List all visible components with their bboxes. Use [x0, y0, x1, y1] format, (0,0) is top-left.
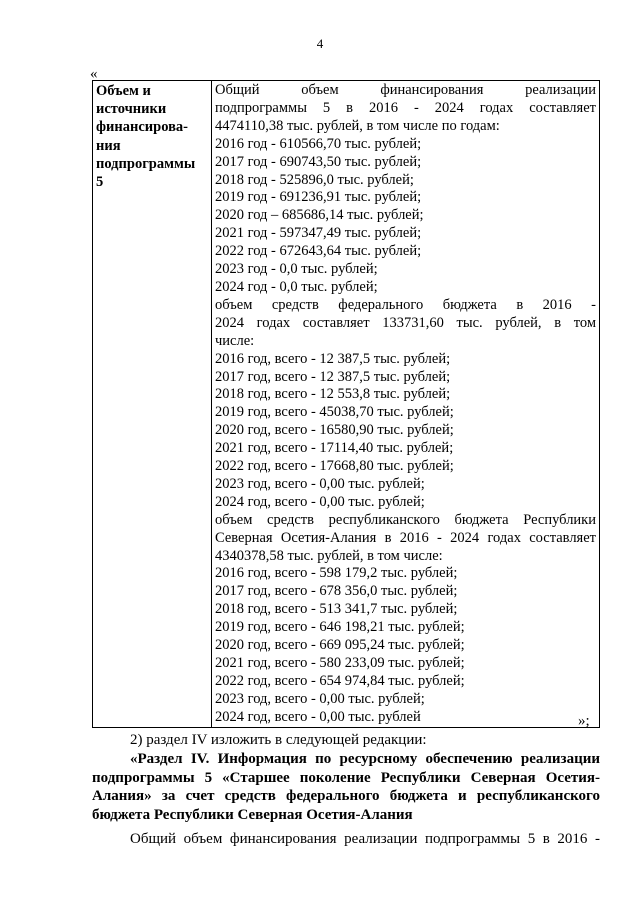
republic-year-line: 2021 год, всего - 580 233,09 тыс. рублей; — [215, 655, 465, 671]
federal-year-line: 2021 год, всего - 17114,40 тыс. рублей; — [215, 440, 454, 457]
total-year-line: 2021 год - 597347,49 тыс. рублей; — [215, 225, 422, 242]
total-year-line: 2024 год - 0,0 тыс. рублей; — [215, 278, 378, 295]
total-intro-line: подпрограммы 5 в 2016 - 2024 годах составляет — [215, 99, 596, 116]
federal-year-line: 2022 год, всего - 17668,80 тыс. рублей; — [215, 458, 454, 475]
section-heading — [92, 750, 600, 824]
republic-intro-line: Северная Осетия-Алания в 2016 - 2024 годах составляет — [215, 529, 596, 546]
federal-year-line: 2017 год, всего - 12 387,5 тыс. рублей; — [215, 368, 451, 385]
republic-year-line: 2017 год, всего - 678 356,0 тыс. рублей; — [215, 583, 458, 600]
label-line: подпрограммы — [96, 155, 196, 172]
total-year-line: 2023 год - 0,0 тыс. рублей; — [215, 261, 378, 278]
label-line: 5 — [96, 174, 104, 191]
republic-year-line: 2023 год, всего - 0,00 тыс. рублей; — [215, 690, 425, 707]
federal-year-line: 2024 год, всего - 0,00 тыс. рублей; — [215, 493, 425, 510]
body-paragraph — [92, 830, 600, 849]
federal-intro-line: 2024 годах составляет 133731,60 тыс. рублей, в том — [215, 314, 596, 331]
section-heading-line: подпрограммы 5 «Старшее поколение Республики Северная Осетия- — [92, 769, 600, 786]
total-year-line: 2018 год - 525896,0 тыс. рублей; — [215, 171, 414, 188]
section-heading-line: «Раздел IV. Информация по ресурсному обеспечению реализации — [130, 751, 600, 767]
total-intro-line: 4474110,38 тыс. рублей, в том числе по годам: — [215, 117, 500, 134]
section-heading-line: бюджета Республики Северная Осетия-Алания — [92, 806, 413, 823]
opening-quote-mark: « — [90, 66, 98, 82]
federal-year-line: 2018 год, всего - 12 553,8 тыс. рублей; — [215, 386, 451, 403]
table-row — [93, 81, 600, 728]
table-content-cell — [212, 81, 600, 728]
section-heading-line: Алания» за счет средств федерального бюджета и республиканского — [92, 788, 600, 804]
republic-intro-line: 4340378,58 тыс. рублей, в том числе: — [215, 547, 443, 564]
republic-year-line: 2016 год, всего - 598 179,2 тыс. рублей; — [215, 565, 458, 582]
federal-year-line: 2019 год, всего - 45038,70 тыс. рублей; — [215, 404, 454, 421]
label-line: источники — [96, 101, 167, 118]
total-intro-line: Общий объем финансирования реализации — [215, 82, 596, 98]
federal-year-line: 2020 год, всего - 16580,90 тыс. рублей; — [215, 422, 454, 439]
federal-intro-line: числе: — [215, 332, 255, 349]
total-year-line: 2019 год - 691236,91 тыс. рублей; — [215, 189, 422, 206]
total-year-line: 2016 год - 610566,70 тыс. рублей; — [215, 135, 422, 152]
closing-quote-mark: »; — [578, 713, 590, 729]
total-year-line: 2020 год – 685686,14 тыс. рублей; — [215, 207, 424, 224]
republic-year-line: 2020 год, всего - 669 095,24 тыс. рублей; — [215, 637, 465, 654]
federal-year-line: 2023 год, всего - 0,00 тыс. рублей; — [215, 475, 425, 492]
label-line: финансирова- — [96, 119, 188, 136]
republic-year-line: 2018 год, всего - 513 341,7 тыс. рублей; — [215, 601, 458, 618]
total-year-line: 2022 год - 672643,64 тыс. рублей; — [215, 243, 422, 260]
label-line: ния — [96, 137, 121, 154]
republic-year-line: 2019 год, всего - 646 198,21 тыс. рублей; — [215, 619, 465, 636]
amendment-item-2: 2) раздел IV изложить в следующей редакции: — [130, 732, 427, 748]
republic-intro-line: объем средств республиканского бюджета Республики — [215, 511, 596, 528]
federal-year-line: 2016 год, всего - 12 387,5 тыс. рублей; — [215, 350, 451, 367]
table-label-cell — [93, 81, 212, 728]
total-year-line: 2017 год - 690743,50 тыс. рублей; — [215, 153, 422, 170]
program-financing-table — [92, 80, 600, 728]
republic-year-line: 2024 год, всего - 0,00 тыс. рублей — [215, 708, 421, 725]
federal-intro-line: объем средств федерального бюджета в 2016 - — [215, 296, 596, 313]
body-paragraph-line: Общий объем финансирования реализации подпрограммы 5 в 2016 - — [130, 831, 600, 847]
page-number: 4 — [316, 36, 324, 51]
republic-year-line: 2022 год, всего - 654 974,84 тыс. рублей; — [215, 672, 465, 689]
label-line: Объем и — [96, 83, 151, 99]
